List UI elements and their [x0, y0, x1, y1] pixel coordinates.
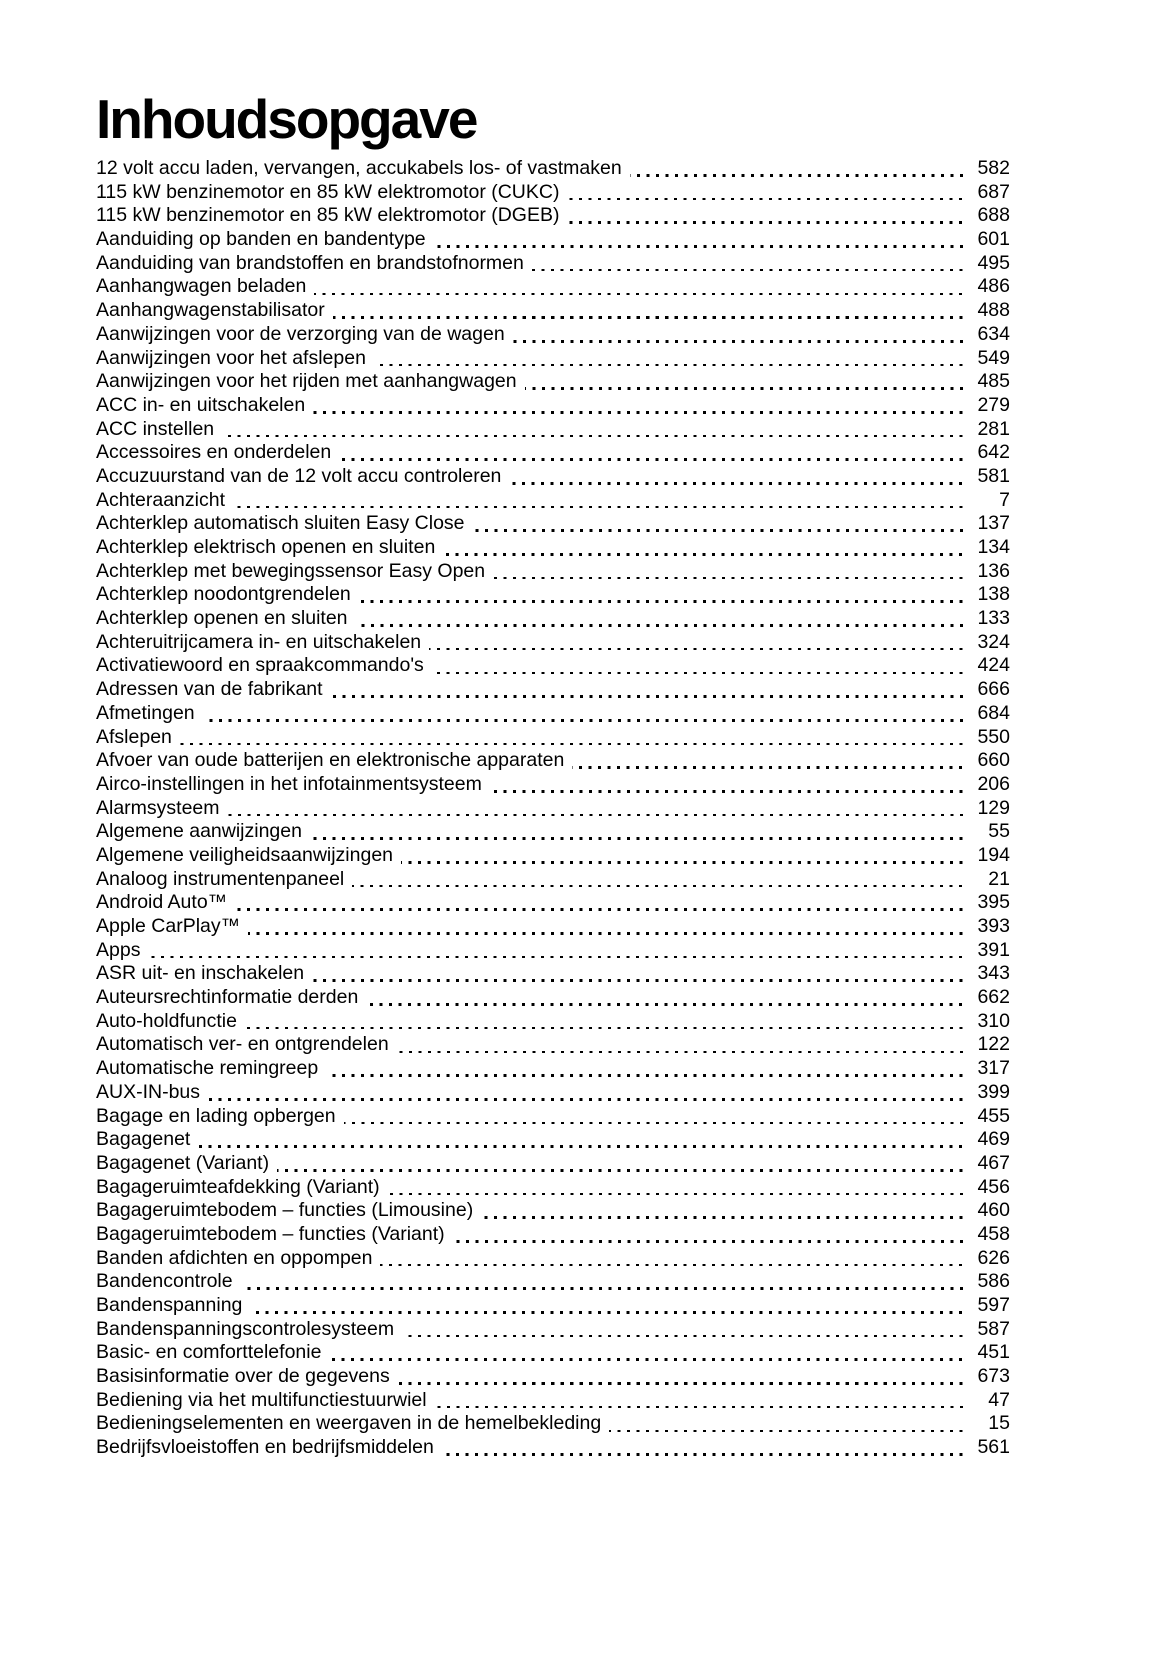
toc-leader-dots	[532, 269, 965, 272]
toc-entry-label: Basisinformatie over de gegevens	[96, 1365, 390, 1388]
toc-leader-dots	[359, 600, 965, 603]
toc-entry-page: 673	[977, 1365, 1010, 1388]
toc-leader-dots	[277, 1169, 965, 1172]
toc-leader-dots	[245, 1027, 965, 1030]
page-title: Inhoudsopgave	[96, 88, 477, 150]
toc-entry-label: Aanwijzingen voor het rijden met aanhangwagen	[96, 370, 517, 393]
toc-leader-dots	[443, 553, 965, 556]
toc-entry	[96, 702, 1010, 726]
toc-entry-label: Android Auto™	[96, 891, 228, 914]
toc-entry-label: Bagageruimtebodem – functies (Variant)	[96, 1222, 445, 1245]
toc-entry-label: Bagage en lading opbergen	[96, 1104, 336, 1127]
toc-leader-dots	[250, 1311, 965, 1314]
toc-entry	[96, 820, 1010, 844]
toc-entry-label: Auto-holdfunctie	[96, 1009, 237, 1032]
toc-entry-page: 626	[977, 1246, 1010, 1269]
toc-entry-page: 55	[988, 820, 1010, 843]
toc-leader-dots	[509, 482, 965, 485]
toc-entry	[96, 1341, 1010, 1365]
toc-entry	[96, 228, 1010, 252]
toc-entry	[96, 1318, 1010, 1342]
toc-entry-label: Bagageruimtebodem – functies (Limousine)	[96, 1199, 474, 1222]
toc-entry	[96, 275, 1010, 299]
toc-entry	[96, 915, 1010, 939]
toc-entry	[96, 1270, 1010, 1294]
toc-entry-page: 458	[977, 1222, 1010, 1245]
toc-entry	[96, 1105, 1010, 1129]
toc-entry	[96, 1152, 1010, 1176]
toc-entry-page: 7	[999, 488, 1010, 511]
toc-entry-label: Achteruitrijcamera in- en uitschakelen	[96, 630, 422, 653]
toc-entry	[96, 560, 1010, 584]
toc-entry-label: ACC instellen	[96, 417, 215, 440]
toc-entry-label: Adressen van de fabrikant	[96, 678, 323, 701]
toc-entry-page: 469	[977, 1128, 1010, 1151]
toc-entry	[96, 631, 1010, 655]
toc-entry	[96, 797, 1010, 821]
toc-entry-page: 495	[977, 251, 1010, 274]
toc-entry	[96, 1033, 1010, 1057]
toc-entry-page: 581	[977, 464, 1010, 487]
toc-entry-label: Banden afdichten en oppompen	[96, 1246, 373, 1269]
toc-entry-page: 660	[977, 749, 1010, 772]
toc-entry	[96, 1294, 1010, 1318]
toc-entry-page: 455	[977, 1104, 1010, 1127]
toc-entry	[96, 157, 1010, 181]
toc-entry-page: 21	[988, 867, 1010, 890]
toc-entry-page: 549	[977, 346, 1010, 369]
toc-entry-page: 399	[977, 1080, 1010, 1103]
toc-entry	[96, 536, 1010, 560]
toc-entry	[96, 583, 1010, 607]
toc-leader-dots	[473, 529, 965, 532]
toc-entry	[96, 678, 1010, 702]
toc-entry-label: Basic- en comforttelefonie	[96, 1341, 322, 1364]
toc-entry-label: Achterklep noodontgrendelen	[96, 583, 351, 606]
toc-entry-page: 281	[977, 417, 1010, 440]
toc-leader-dots	[180, 743, 965, 746]
toc-leader-dots	[241, 1287, 965, 1290]
toc-entry-page: 586	[977, 1270, 1010, 1293]
toc-entry-page: 393	[977, 915, 1010, 937]
toc-list	[96, 157, 1010, 1460]
toc-entry-page: 467	[977, 1151, 1010, 1174]
toc-leader-dots	[352, 885, 965, 888]
toc-entry-label: Afslepen	[96, 725, 172, 748]
toc-entry-label: Aanhangwagenstabilisator	[96, 299, 325, 322]
toc-entry	[96, 181, 1010, 205]
toc-entry	[96, 1176, 1010, 1200]
toc-leader-dots	[248, 932, 965, 935]
toc-entry-page: 138	[977, 583, 1010, 606]
toc-entry-page: 424	[977, 654, 1010, 677]
toc-leader-dots	[235, 908, 965, 911]
toc-leader-dots	[572, 766, 965, 769]
toc-leader-dots	[198, 1145, 965, 1148]
toc-leader-dots	[434, 245, 965, 248]
toc-entry-label: ASR uit- en inschakelen	[96, 962, 305, 985]
toc-entry-page: 485	[977, 370, 1010, 393]
toc-entry-label: Auteursrechtinformatie derden	[96, 986, 359, 1009]
toc-entry-label: 115 kW benzinemotor en 85 kW elektromotor (CUKC)	[96, 180, 560, 203]
toc-entry	[96, 252, 1010, 276]
toc-entry-page: 687	[977, 180, 1010, 203]
toc-entry-label: Alarmsysteem	[96, 796, 220, 819]
toc-entry	[96, 749, 1010, 773]
toc-entry-page: 391	[977, 938, 1010, 961]
toc-entry-page: 662	[977, 986, 1010, 1009]
toc-entry-page: 129	[977, 796, 1010, 819]
toc-entry-label: Achterklep met bewegingssensor Easy Open	[96, 559, 486, 582]
toc-entry	[96, 370, 1010, 394]
toc-leader-dots	[567, 198, 965, 201]
toc-leader-dots	[453, 1240, 965, 1243]
toc-entry-page: 561	[977, 1436, 1010, 1459]
toc-entry	[96, 962, 1010, 986]
toc-entry-label: Bandenspanningscontrolesysteem	[96, 1317, 395, 1340]
toc-entry-label: Achterklep automatisch sluiten Easy Close	[96, 512, 465, 535]
toc-leader-dots	[388, 1193, 965, 1196]
toc-entry-label: Apple CarPlay™	[96, 915, 241, 937]
toc-entry-page: 194	[977, 843, 1010, 866]
toc-leader-dots	[326, 1074, 965, 1077]
toc-leader-dots	[313, 411, 965, 414]
toc-leader-dots	[148, 956, 965, 959]
toc-entry-page: 206	[977, 772, 1010, 795]
toc-entry	[96, 891, 1010, 915]
toc-entry-label: Afmetingen	[96, 701, 195, 724]
toc-entry	[96, 1057, 1010, 1081]
toc-entry	[96, 844, 1010, 868]
toc-entry-page: 634	[977, 322, 1010, 345]
toc-leader-dots	[374, 364, 965, 367]
toc-entry-page: 642	[977, 441, 1010, 464]
toc-entry	[96, 868, 1010, 892]
toc-entry-label: AUX-IN-bus	[96, 1080, 201, 1103]
toc-entry	[96, 1199, 1010, 1223]
toc-entry-page: 451	[977, 1341, 1010, 1364]
toc-entry-page: 460	[977, 1199, 1010, 1222]
toc-entry-page: 486	[977, 275, 1010, 298]
toc-entry	[96, 1223, 1010, 1247]
toc-entry-label: Afvoer van oude batterijen en elektronische apparaten	[96, 749, 565, 772]
toc-entry-page: 133	[977, 607, 1010, 630]
toc-entry-label: Airco-instellingen in het infotainmentsysteem	[96, 772, 482, 795]
toc-entry-page: 47	[988, 1388, 1010, 1411]
toc-leader-dots	[630, 174, 965, 177]
toc-leader-dots	[493, 577, 965, 580]
toc-entry	[96, 465, 1010, 489]
toc-leader-dots	[310, 837, 965, 840]
toc-entry-label: Achterklep elektrisch openen en sluiten	[96, 536, 436, 558]
toc-leader-dots	[312, 979, 965, 982]
toc-leader-dots	[233, 506, 965, 509]
toc-entry	[96, 394, 1010, 418]
toc-entry-page: 395	[977, 891, 1010, 914]
toc-leader-dots	[490, 790, 965, 793]
toc-leader-dots	[380, 1264, 965, 1267]
toc-entry-label: Bedrijfsvloeistoffen en bedrijfsmiddelen	[96, 1436, 434, 1459]
toc-leader-dots	[366, 1003, 965, 1006]
toc-leader-dots	[344, 1122, 965, 1125]
toc-entry-page: 488	[977, 299, 1010, 322]
toc-leader-dots	[567, 221, 965, 224]
toc-entry-page: 582	[977, 157, 1010, 179]
toc-entry-label: Algemene veiligheidsaanwijzingen	[96, 843, 394, 866]
toc-entry-page: 310	[977, 1009, 1010, 1032]
toc-leader-dots	[432, 672, 965, 675]
toc-entry-label: Bandenspanning	[96, 1294, 243, 1316]
toc-entry	[96, 299, 1010, 323]
toc-entry	[96, 347, 1010, 371]
toc-leader-dots	[222, 435, 965, 438]
toc-entry-page: 601	[977, 228, 1010, 251]
toc-leader-dots	[314, 293, 965, 296]
toc-leader-dots	[402, 1335, 965, 1338]
toc-entry	[96, 1365, 1010, 1389]
toc-entry-label: Bediening via het multifunctiestuurwiel	[96, 1388, 427, 1411]
toc-leader-dots	[525, 387, 965, 390]
toc-leader-dots	[481, 1216, 965, 1219]
toc-entry	[96, 1081, 1010, 1105]
toc-entry-label: Aanduiding op banden en bandentype	[96, 228, 426, 251]
toc-entry-label: Bedieningselementen en weergaven in de hemelbekleding	[96, 1412, 602, 1435]
toc-entry	[96, 441, 1010, 465]
toc-entry	[96, 1412, 1010, 1436]
toc-entry-page: 324	[977, 630, 1010, 653]
toc-entry	[96, 418, 1010, 442]
toc-entry-label: Apps	[96, 938, 141, 961]
toc-entry-page: 122	[977, 1033, 1010, 1056]
toc-entry	[96, 1128, 1010, 1152]
toc-leader-dots	[208, 1098, 965, 1101]
toc-entry-page: 134	[977, 536, 1010, 558]
toc-entry-label: Aanduiding van brandstoffen en brandstofnormen	[96, 251, 524, 274]
toc-entry-page: 343	[977, 962, 1010, 985]
toc-entry-label: Automatisch ver- en ontgrendelen	[96, 1033, 389, 1056]
toc-entry-label: Activatiewoord en spraakcommando's	[96, 654, 424, 677]
toc-entry	[96, 773, 1010, 797]
toc-entry-label: Algemene aanwijzingen	[96, 820, 302, 843]
toc-entry	[96, 607, 1010, 631]
toc-entry-label: Aanhangwagen beladen	[96, 275, 307, 298]
toc-entry-label: 12 volt accu laden, vervangen, accukabels los- of vastmaken	[96, 157, 622, 179]
toc-entry	[96, 654, 1010, 678]
toc-leader-dots	[442, 1453, 965, 1456]
toc-leader-dots	[397, 1051, 965, 1054]
toc-leader-dots	[329, 1358, 965, 1361]
toc-entry-page: 317	[977, 1057, 1010, 1080]
toc-entry	[96, 1247, 1010, 1271]
toc-entry-label: Bandencontrole	[96, 1270, 233, 1293]
toc-entry	[96, 1010, 1010, 1034]
toc-entry	[96, 939, 1010, 963]
toc-entry-label: Bagageruimteafdekking (Variant)	[96, 1175, 380, 1198]
toc-entry	[96, 726, 1010, 750]
toc-entry-page: 136	[977, 559, 1010, 582]
toc-leader-dots	[331, 695, 965, 698]
toc-entry-page: 587	[977, 1317, 1010, 1340]
toc-leader-dots	[429, 648, 965, 651]
toc-entry-label: Accessoires en onderdelen	[96, 441, 332, 464]
toc-leader-dots	[435, 1406, 965, 1409]
toc-entry-label: ACC in- en uitschakelen	[96, 393, 306, 416]
toc-entry	[96, 1436, 1010, 1460]
toc-entry-page: 456	[977, 1175, 1010, 1198]
toc-entry	[96, 1389, 1010, 1413]
toc-leader-dots	[513, 340, 965, 343]
toc-entry-page: 279	[977, 393, 1010, 416]
toc-entry-label: Achterklep openen en sluiten	[96, 607, 348, 630]
toc-entry	[96, 489, 1010, 513]
toc-entry-page: 597	[977, 1294, 1010, 1316]
toc-entry-label: Bagagenet	[96, 1128, 191, 1151]
toc-entry-page: 15	[988, 1412, 1010, 1435]
toc-leader-dots	[339, 458, 965, 461]
toc-leader-dots	[609, 1430, 965, 1433]
toc-entry-label: Achteraanzicht	[96, 488, 225, 511]
toc-entry	[96, 512, 1010, 536]
toc-leader-dots	[401, 861, 965, 864]
toc-entry-page: 688	[977, 204, 1010, 227]
toc-leader-dots	[398, 1382, 965, 1385]
toc-entry-label: Automatische remingreep	[96, 1057, 319, 1080]
toc-entry-label: Bagagenet (Variant)	[96, 1151, 270, 1174]
toc-entry	[96, 986, 1010, 1010]
toc-entry	[96, 323, 1010, 347]
toc-entry-label: Analoog instrumentenpaneel	[96, 867, 345, 890]
toc-leader-dots	[228, 814, 965, 817]
toc-entry-page: 137	[977, 512, 1010, 535]
toc-entry-page: 684	[977, 701, 1010, 724]
toc-entry-page: 550	[977, 725, 1010, 748]
toc-leader-dots	[333, 316, 965, 319]
toc-entry-label: Aanwijzingen voor de verzorging van de wagen	[96, 322, 505, 345]
toc-entry	[96, 204, 1010, 228]
toc-entry-label: 115 kW benzinemotor en 85 kW elektromotor (DGEB)	[96, 204, 560, 227]
toc-leader-dots	[356, 624, 965, 627]
toc-entry-page: 666	[977, 678, 1010, 701]
toc-entry-label: Accuzuurstand van de 12 volt accu controleren	[96, 464, 502, 487]
toc-leader-dots	[203, 719, 965, 722]
toc-entry-label: Aanwijzingen voor het afslepen	[96, 346, 366, 369]
